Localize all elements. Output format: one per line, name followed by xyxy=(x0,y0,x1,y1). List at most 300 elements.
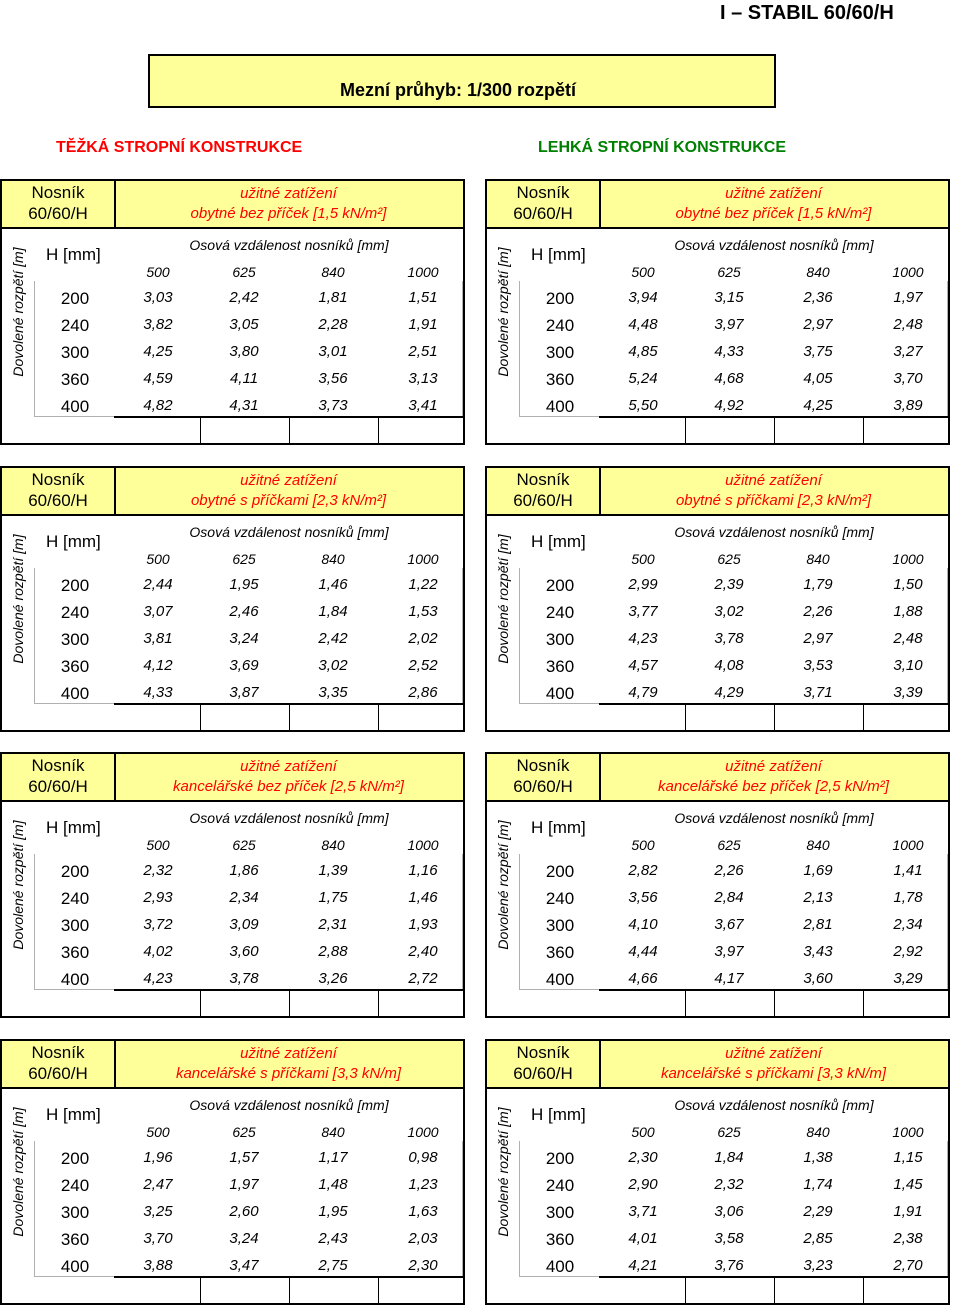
height-value: 400 xyxy=(60,970,90,989)
span-value: 3,70 xyxy=(893,370,923,387)
height-value: 360 xyxy=(545,943,575,962)
empty-cell-divider xyxy=(774,705,775,730)
empty-row xyxy=(599,989,949,1016)
span-value: 2,70 xyxy=(893,1257,923,1274)
spacing-value: 840 xyxy=(321,837,345,853)
span-value: 1,63 xyxy=(408,1203,438,1220)
height-value: 240 xyxy=(545,1176,575,1195)
span-value: 1,48 xyxy=(318,1176,348,1193)
span-table xyxy=(0,1039,465,1305)
spacing-value: 625 xyxy=(232,1124,256,1140)
load-type: kancelářské bez příček [2,5 kN/m²] xyxy=(658,778,889,795)
span-value: 1,16 xyxy=(408,862,438,879)
height-value: 300 xyxy=(60,343,90,362)
allowed-span-label: Dovolené rozpětí [m] xyxy=(10,247,26,377)
span-value: 4,66 xyxy=(628,970,658,987)
span-value: 1,97 xyxy=(893,289,923,306)
span-value: 1,46 xyxy=(408,889,438,906)
spacing-value: 625 xyxy=(232,264,256,280)
spacing-value: 1000 xyxy=(407,551,439,567)
height-value: 400 xyxy=(545,397,575,416)
empty-cell-divider xyxy=(378,991,379,1016)
span-value: 3,69 xyxy=(229,657,259,674)
span-value: 2,97 xyxy=(803,316,833,333)
span-value: 4,25 xyxy=(143,343,173,360)
allowed-span-label: Dovolené rozpětí [m] xyxy=(10,1107,26,1237)
span-value: 2,36 xyxy=(803,289,833,306)
beam-label: Nosník xyxy=(516,470,570,489)
height-value: 240 xyxy=(545,889,575,908)
height-column-header: H [mm] xyxy=(46,532,101,551)
height-column-header: H [mm] xyxy=(46,1105,101,1124)
span-value: 4,57 xyxy=(628,657,658,674)
span-value: 3,09 xyxy=(229,916,259,933)
span-value: 5,50 xyxy=(628,397,658,414)
span-value: 3,23 xyxy=(803,1257,833,1274)
span-value: 3,67 xyxy=(714,916,744,933)
span-value: 4,33 xyxy=(143,684,173,701)
empty-row xyxy=(114,989,464,1016)
empty-cell-divider xyxy=(774,1278,775,1303)
span-value: 4,44 xyxy=(628,943,658,960)
span-value: 3,53 xyxy=(803,657,833,674)
span-value: 1,41 xyxy=(893,862,923,879)
spacing-value: 500 xyxy=(631,264,655,280)
span-value: 1,81 xyxy=(318,289,348,306)
empty-row xyxy=(599,703,949,730)
spacing-header: Osová vzdálenost nosníků [mm] xyxy=(189,524,389,540)
span-value: 2,30 xyxy=(408,1257,438,1274)
span-value: 4,68 xyxy=(714,370,744,387)
height-value: 300 xyxy=(545,916,575,935)
side-label xyxy=(487,520,519,678)
load-type: obytné s příčkami [2,3 kN/m²] xyxy=(675,492,872,509)
spacing-value: 840 xyxy=(806,264,830,280)
load-title: užitné zatížení xyxy=(240,1045,337,1062)
spacing-value: 840 xyxy=(321,1124,345,1140)
height-value: 200 xyxy=(60,576,90,595)
span-value: 0,98 xyxy=(408,1149,438,1166)
span-value: 2,43 xyxy=(318,1230,348,1247)
empty-cell xyxy=(34,1276,114,1303)
span-value: 3,73 xyxy=(318,397,348,414)
spacing-value: 500 xyxy=(146,551,170,567)
span-value: 3,94 xyxy=(628,289,658,306)
load-title: užitné zatížení xyxy=(240,758,337,775)
load-type: obytné bez příček [1,5 kN/m²] xyxy=(675,205,872,222)
span-value: 3,02 xyxy=(714,603,744,620)
span-value: 1,39 xyxy=(318,862,348,879)
empty-cell-divider xyxy=(289,991,290,1016)
spacing-value: 625 xyxy=(717,264,741,280)
height-value: 400 xyxy=(545,1257,575,1276)
span-table xyxy=(0,466,465,732)
height-value: 400 xyxy=(60,1257,90,1276)
span-value: 2,92 xyxy=(893,943,923,960)
span-value: 3,81 xyxy=(143,630,173,647)
span-value: 2,51 xyxy=(408,343,438,360)
empty-cell-divider xyxy=(685,991,686,1016)
span-value: 3,24 xyxy=(229,1230,259,1247)
beam-type: 60/60/H xyxy=(28,777,88,796)
span-value: 3,01 xyxy=(318,343,348,360)
allowed-span-label: Dovolené rozpětí [m] xyxy=(10,820,26,950)
empty-row xyxy=(114,416,464,443)
spacing-value: 625 xyxy=(232,551,256,567)
empty-cell xyxy=(519,989,599,1016)
empty-cell-divider xyxy=(289,418,290,443)
span-value: 3,13 xyxy=(408,370,438,387)
height-value: 200 xyxy=(60,289,90,308)
span-value: 2,39 xyxy=(714,576,744,593)
empty-cell-divider xyxy=(289,705,290,730)
empty-cell-divider xyxy=(200,418,201,443)
span-value: 4,85 xyxy=(628,343,658,360)
span-value: 3,78 xyxy=(714,630,744,647)
side-label xyxy=(2,233,34,391)
span-value: 4,25 xyxy=(803,397,833,414)
span-value: 3,97 xyxy=(714,943,744,960)
height-column-header: H [mm] xyxy=(46,245,101,264)
beam-type: 60/60/H xyxy=(513,491,573,510)
span-value: 3,72 xyxy=(143,916,173,933)
height-value: 400 xyxy=(545,970,575,989)
height-value: 200 xyxy=(60,862,90,881)
height-column-header: H [mm] xyxy=(46,818,101,837)
span-value: 2,32 xyxy=(143,862,173,879)
span-value: 1,84 xyxy=(714,1149,744,1166)
spacing-value: 625 xyxy=(232,837,256,853)
span-value: 1,57 xyxy=(229,1149,259,1166)
load-type: kancelářské s příčkami [3,3 kN/m] xyxy=(175,1065,402,1082)
height-value: 300 xyxy=(60,1203,90,1222)
height-value: 360 xyxy=(545,370,575,389)
span-table xyxy=(485,466,950,732)
span-value: 3,27 xyxy=(893,343,923,360)
empty-cell xyxy=(519,1276,599,1303)
spacing-value: 1000 xyxy=(407,1124,439,1140)
allowed-span-label: Dovolené rozpětí [m] xyxy=(495,1107,511,1237)
empty-cell-divider xyxy=(774,418,775,443)
span-value: 4,33 xyxy=(714,343,744,360)
empty-cell xyxy=(519,416,599,443)
spacing-value: 1000 xyxy=(892,551,924,567)
allowed-span-label: Dovolené rozpětí [m] xyxy=(10,534,26,664)
span-value: 2,82 xyxy=(628,862,658,879)
span-value: 2,34 xyxy=(229,889,259,906)
span-value: 1,23 xyxy=(408,1176,438,1193)
side-label xyxy=(2,806,34,964)
spacing-value: 625 xyxy=(717,837,741,853)
beam-label: Nosník xyxy=(516,756,570,775)
empty-cell-divider xyxy=(378,1278,379,1303)
span-value: 3,88 xyxy=(143,1257,173,1274)
allowed-span-label: Dovolené rozpětí [m] xyxy=(495,534,511,664)
span-value: 3,07 xyxy=(143,603,173,620)
span-value: 2,75 xyxy=(318,1257,348,1274)
height-value: 300 xyxy=(60,916,90,935)
spacing-value: 1000 xyxy=(892,264,924,280)
span-value: 3,41 xyxy=(408,397,438,414)
beam-label: Nosník xyxy=(31,183,85,202)
empty-cell-divider xyxy=(863,1278,864,1303)
span-value: 2,46 xyxy=(229,603,259,620)
load-title: užitné zatížení xyxy=(725,1045,822,1062)
side-label xyxy=(487,233,519,391)
beam-label: Nosník xyxy=(516,1043,570,1062)
span-value: 3,75 xyxy=(803,343,833,360)
empty-row xyxy=(599,416,949,443)
span-value: 2,48 xyxy=(893,630,923,647)
span-value: 2,29 xyxy=(803,1203,833,1220)
height-column-header: H [mm] xyxy=(531,818,586,837)
empty-cell-divider xyxy=(863,418,864,443)
empty-row xyxy=(114,703,464,730)
span-value: 3,89 xyxy=(893,397,923,414)
span-value: 1,22 xyxy=(408,576,438,593)
spacing-header: Osová vzdálenost nosníků [mm] xyxy=(674,237,874,253)
span-value: 3,71 xyxy=(628,1203,658,1220)
span-value: 3,10 xyxy=(893,657,923,674)
span-value: 2,42 xyxy=(229,289,259,306)
span-value: 3,80 xyxy=(229,343,259,360)
span-value: 2,47 xyxy=(143,1176,173,1193)
span-value: 1,15 xyxy=(893,1149,923,1166)
beam-label: Nosník xyxy=(31,756,85,775)
span-value: 3,70 xyxy=(143,1230,173,1247)
span-value: 3,56 xyxy=(318,370,348,387)
spacing-value: 500 xyxy=(146,264,170,280)
spacing-value: 1000 xyxy=(407,837,439,853)
span-value: 2,52 xyxy=(408,657,438,674)
empty-cell-divider xyxy=(378,418,379,443)
span-value: 2,72 xyxy=(408,970,438,987)
span-value: 2,31 xyxy=(318,916,348,933)
allowed-span-label: Dovolené rozpětí [m] xyxy=(495,247,511,377)
load-title: užitné zatížení xyxy=(240,472,337,489)
height-value: 240 xyxy=(60,603,90,622)
span-value: 1,93 xyxy=(408,916,438,933)
empty-cell xyxy=(34,989,114,1016)
span-value: 1,79 xyxy=(803,576,833,593)
side-label xyxy=(2,1093,34,1251)
span-value: 4,12 xyxy=(143,657,173,674)
span-value: 1,46 xyxy=(318,576,348,593)
load-title: užitné zatížení xyxy=(240,185,337,202)
span-value: 4,23 xyxy=(628,630,658,647)
heading-light-construction: LEHKÁ STROPNÍ KONSTRUKCE xyxy=(538,139,787,156)
height-value: 200 xyxy=(545,576,575,595)
span-value: 1,38 xyxy=(803,1149,833,1166)
span-value: 2,26 xyxy=(803,603,833,620)
span-value: 3,60 xyxy=(803,970,833,987)
empty-cell-divider xyxy=(200,1278,201,1303)
span-value: 1,45 xyxy=(893,1176,923,1193)
load-type: obytné s příčkami [2,3 kN/m²] xyxy=(190,492,387,509)
span-value: 1,97 xyxy=(229,1176,259,1193)
load-title: užitné zatížení xyxy=(725,185,822,202)
span-value: 3,26 xyxy=(318,970,348,987)
span-value: 2,90 xyxy=(628,1176,658,1193)
span-value: 1,95 xyxy=(229,576,259,593)
span-table xyxy=(0,752,465,1018)
span-value: 3,35 xyxy=(318,684,348,701)
span-value: 5,24 xyxy=(628,370,658,387)
span-value: 3,03 xyxy=(143,289,173,306)
span-value: 3,56 xyxy=(628,889,658,906)
spacing-value: 625 xyxy=(717,1124,741,1140)
height-value: 200 xyxy=(545,862,575,881)
span-value: 2,60 xyxy=(229,1203,259,1220)
side-label xyxy=(487,1093,519,1251)
span-value: 4,10 xyxy=(628,916,658,933)
span-value: 1,53 xyxy=(408,603,438,620)
spacing-header: Osová vzdálenost nosníků [mm] xyxy=(674,1097,874,1113)
height-column-header: H [mm] xyxy=(531,245,586,264)
span-value: 1,91 xyxy=(408,316,438,333)
span-value: 4,82 xyxy=(143,397,173,414)
span-value: 3,29 xyxy=(893,970,923,987)
spacing-value: 500 xyxy=(146,837,170,853)
height-value: 300 xyxy=(60,630,90,649)
span-value: 4,23 xyxy=(143,970,173,987)
height-column-header: H [mm] xyxy=(531,532,586,551)
spacing-value: 1000 xyxy=(892,1124,924,1140)
span-value: 2,48 xyxy=(893,316,923,333)
beam-type: 60/60/H xyxy=(513,204,573,223)
span-value: 1,17 xyxy=(318,1149,348,1166)
load-title: užitné zatížení xyxy=(725,472,822,489)
span-value: 4,01 xyxy=(628,1230,658,1247)
span-value: 2,93 xyxy=(143,889,173,906)
span-value: 4,17 xyxy=(714,970,744,987)
spacing-value: 500 xyxy=(631,551,655,567)
span-value: 4,21 xyxy=(628,1257,658,1274)
span-value: 3,02 xyxy=(318,657,348,674)
span-value: 1,74 xyxy=(803,1176,833,1193)
span-table xyxy=(485,1039,950,1305)
span-value: 3,15 xyxy=(714,289,744,306)
spacing-value: 1000 xyxy=(892,837,924,853)
span-value: 2,40 xyxy=(408,943,438,960)
spacing-header: Osová vzdálenost nosníků [mm] xyxy=(189,810,389,826)
span-value: 1,75 xyxy=(318,889,348,906)
beam-type: 60/60/H xyxy=(28,491,88,510)
spacing-value: 625 xyxy=(717,551,741,567)
empty-cell-divider xyxy=(774,991,775,1016)
span-value: 2,30 xyxy=(628,1149,658,1166)
height-value: 300 xyxy=(545,343,575,362)
span-value: 2,97 xyxy=(803,630,833,647)
span-value: 1,91 xyxy=(893,1203,923,1220)
empty-cell-divider xyxy=(685,1278,686,1303)
height-value: 240 xyxy=(545,603,575,622)
load-type: kancelářské bez příček [2,5 kN/m²] xyxy=(173,778,404,795)
height-value: 360 xyxy=(60,657,90,676)
span-value: 3,43 xyxy=(803,943,833,960)
height-value: 240 xyxy=(545,316,575,335)
height-value: 300 xyxy=(545,630,575,649)
span-value: 4,29 xyxy=(714,684,744,701)
spacing-value: 840 xyxy=(321,551,345,567)
span-value: 3,05 xyxy=(229,316,259,333)
span-value: 4,92 xyxy=(714,397,744,414)
span-value: 4,08 xyxy=(714,657,744,674)
height-value: 240 xyxy=(60,1176,90,1195)
empty-row xyxy=(599,1276,949,1303)
span-value: 2,28 xyxy=(318,316,348,333)
height-value: 300 xyxy=(545,1203,575,1222)
heading-heavy-construction: TĚŽKÁ STROPNÍ KONSTRUKCE xyxy=(56,139,303,156)
page-title: I – STABIL 60/60/H xyxy=(720,2,894,24)
empty-cell-divider xyxy=(200,705,201,730)
deflection-criterion-text: Mezní průhyb: 1/300 rozpětí xyxy=(340,80,577,100)
span-value: 3,76 xyxy=(714,1257,744,1274)
spacing-value: 840 xyxy=(806,837,830,853)
deflection-criterion-box xyxy=(148,54,776,108)
spacing-value: 840 xyxy=(806,1124,830,1140)
span-value: 1,78 xyxy=(893,889,923,906)
beam-label: Nosník xyxy=(516,183,570,202)
spacing-value: 500 xyxy=(631,837,655,853)
empty-cell-divider xyxy=(200,991,201,1016)
span-value: 1,50 xyxy=(893,576,923,593)
span-value: 2,44 xyxy=(143,576,173,593)
span-value: 2,42 xyxy=(318,630,348,647)
height-value: 200 xyxy=(545,1149,575,1168)
allowed-span-label: Dovolené rozpětí [m] xyxy=(495,820,511,950)
span-table xyxy=(485,752,950,1018)
spacing-header: Osová vzdálenost nosníků [mm] xyxy=(189,237,389,253)
span-value: 2,81 xyxy=(803,916,833,933)
height-value: 360 xyxy=(545,657,575,676)
empty-cell-divider xyxy=(289,1278,290,1303)
span-value: 2,34 xyxy=(893,916,923,933)
height-value: 200 xyxy=(545,289,575,308)
spacing-header: Osová vzdálenost nosníků [mm] xyxy=(189,1097,389,1113)
span-value: 2,02 xyxy=(408,630,438,647)
span-value: 4,59 xyxy=(143,370,173,387)
span-value: 3,77 xyxy=(628,603,658,620)
height-value: 400 xyxy=(60,397,90,416)
span-value: 3,39 xyxy=(893,684,923,701)
beam-type: 60/60/H xyxy=(28,204,88,223)
span-value: 3,71 xyxy=(803,684,833,701)
empty-cell-divider xyxy=(685,418,686,443)
span-value: 2,85 xyxy=(803,1230,833,1247)
height-value: 240 xyxy=(60,889,90,908)
span-value: 3,24 xyxy=(229,630,259,647)
span-value: 1,51 xyxy=(408,289,438,306)
beam-type: 60/60/H xyxy=(513,777,573,796)
beam-type: 60/60/H xyxy=(28,1064,88,1083)
span-value: 4,79 xyxy=(628,684,658,701)
height-value: 200 xyxy=(60,1149,90,1168)
span-value: 4,02 xyxy=(143,943,173,960)
side-label xyxy=(487,806,519,964)
span-value: 3,25 xyxy=(143,1203,173,1220)
beam-type: 60/60/H xyxy=(513,1064,573,1083)
span-value: 3,82 xyxy=(143,316,173,333)
load-title: užitné zatížení xyxy=(725,758,822,775)
span-value: 3,58 xyxy=(714,1230,744,1247)
span-value: 1,96 xyxy=(143,1149,173,1166)
span-table xyxy=(485,179,950,445)
span-value: 3,60 xyxy=(229,943,259,960)
spacing-value: 840 xyxy=(321,264,345,280)
empty-cell-divider xyxy=(863,705,864,730)
span-value: 4,48 xyxy=(628,316,658,333)
